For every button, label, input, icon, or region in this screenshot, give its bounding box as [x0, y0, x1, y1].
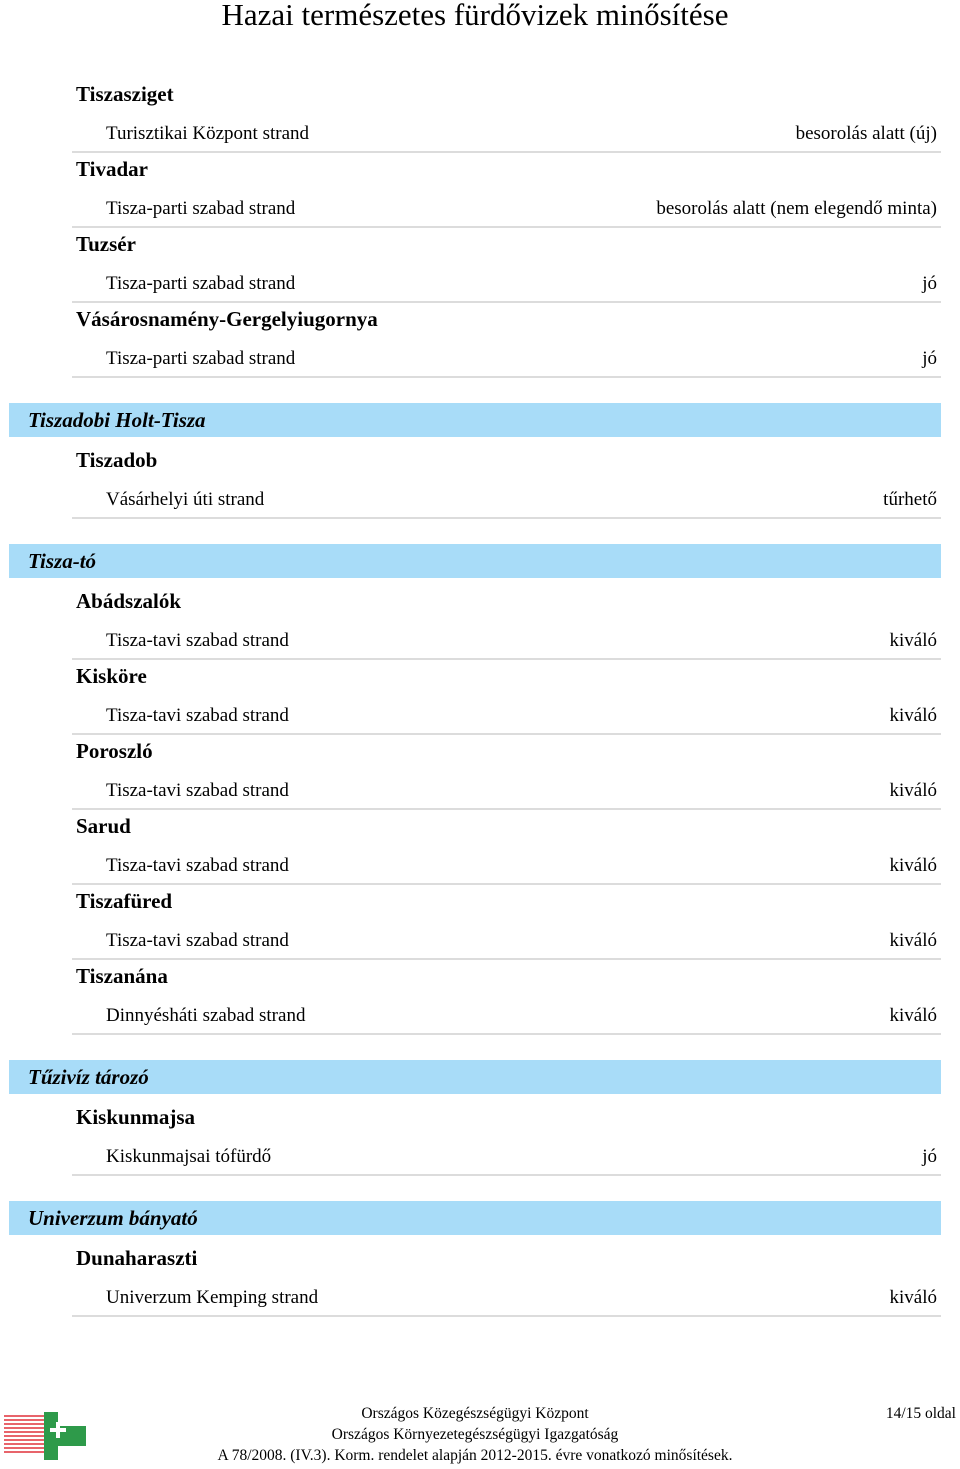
town-name: Abádszalók — [76, 589, 182, 613]
page-footer — [0, 1404, 960, 1469]
beach-name: Tisza-parti szabad strand — [106, 198, 296, 219]
town-name: Kisköre — [76, 664, 147, 688]
quality-rating: jó — [922, 273, 937, 294]
town-name: Vásárosnamény-Gergelyiugornya — [76, 307, 378, 331]
town-name: Tivadar — [76, 157, 148, 181]
quality-rating: kiváló — [889, 855, 937, 876]
water-body-header: Univerzum bányató — [9, 1201, 941, 1235]
beach-row — [72, 479, 941, 519]
beach-name: Tisza-tavi szabad strand — [106, 930, 289, 951]
beach-name: Kiskunmajsai tófürdő — [106, 1146, 272, 1167]
quality-rating: kiváló — [889, 780, 937, 801]
page-number: 14/15 oldal — [885, 1405, 956, 1422]
beach-row — [72, 770, 941, 810]
town-name: Dunaharaszti — [76, 1246, 198, 1270]
beach-row — [72, 920, 941, 960]
beach-row — [72, 695, 941, 735]
quality-rating: kiváló — [889, 705, 937, 726]
beach-row — [72, 1136, 941, 1176]
quality-rating: kiváló — [889, 630, 937, 651]
beach-row — [72, 620, 941, 660]
footer-institute: Országos Közegészségügyi Központ — [361, 1405, 589, 1422]
town-name: Tuzsér — [76, 232, 136, 256]
beach-name: Tisza-parti szabad strand — [106, 273, 296, 294]
quality-rating: kiváló — [889, 1287, 937, 1308]
beach-row — [72, 1277, 941, 1317]
bathing-water-list — [0, 78, 960, 1317]
water-body-header: Tiszadobi Holt-Tisza — [9, 403, 941, 437]
quality-rating: kiváló — [889, 1005, 937, 1026]
beach-row — [72, 188, 941, 228]
quality-rating: jó — [922, 1146, 937, 1167]
town-name: Tiszafüred — [76, 889, 173, 913]
beach-name: Dinnyésháti szabad strand — [106, 1005, 306, 1026]
beach-name: Univerzum Kemping strand — [106, 1287, 319, 1308]
beach-name: Vásárhelyi úti strand — [106, 489, 265, 510]
town-name: Tiszanána — [76, 964, 168, 988]
town-name: Tiszadob — [76, 448, 158, 472]
beach-name: Tisza-tavi szabad strand — [106, 855, 289, 876]
beach-name: Tisza-tavi szabad strand — [106, 705, 289, 726]
quality-rating: besorolás alatt (nem elegendő minta) — [656, 198, 937, 219]
beach-name: Tisza-parti szabad strand — [106, 348, 296, 369]
quality-rating: besorolás alatt (új) — [795, 123, 937, 144]
beach-name: Turisztikai Központ strand — [106, 123, 310, 144]
town-name: Sarud — [76, 814, 131, 838]
footer-regulation-note: A 78/2008. (IV.3). Korm. rendelet alapján 2012-2015. évre vonatkozó minősítések. — [217, 1447, 733, 1464]
beach-row — [72, 263, 941, 303]
quality-rating: kiváló — [889, 930, 937, 951]
beach-row — [72, 995, 941, 1035]
beach-name: Tisza-tavi szabad strand — [106, 780, 289, 801]
water-body-header: Tisza-tó — [9, 544, 941, 578]
page-title: Hazai természetes fürdővizek minősítése — [221, 0, 729, 32]
quality-rating: jó — [922, 348, 937, 369]
footer-directorate: Országos Környezetegészségügyi Igazgatóság — [331, 1426, 619, 1443]
quality-rating: tűrhető — [883, 489, 937, 510]
town-name: Poroszló — [76, 739, 153, 763]
beach-row — [72, 338, 941, 378]
beach-row — [72, 113, 941, 153]
beach-name: Tisza-tavi szabad strand — [106, 630, 289, 651]
water-body-header: Tűzivíz tározó — [9, 1060, 941, 1094]
beach-row — [72, 845, 941, 885]
town-name: Tiszasziget — [76, 82, 174, 106]
town-name: Kiskunmajsa — [76, 1105, 196, 1129]
